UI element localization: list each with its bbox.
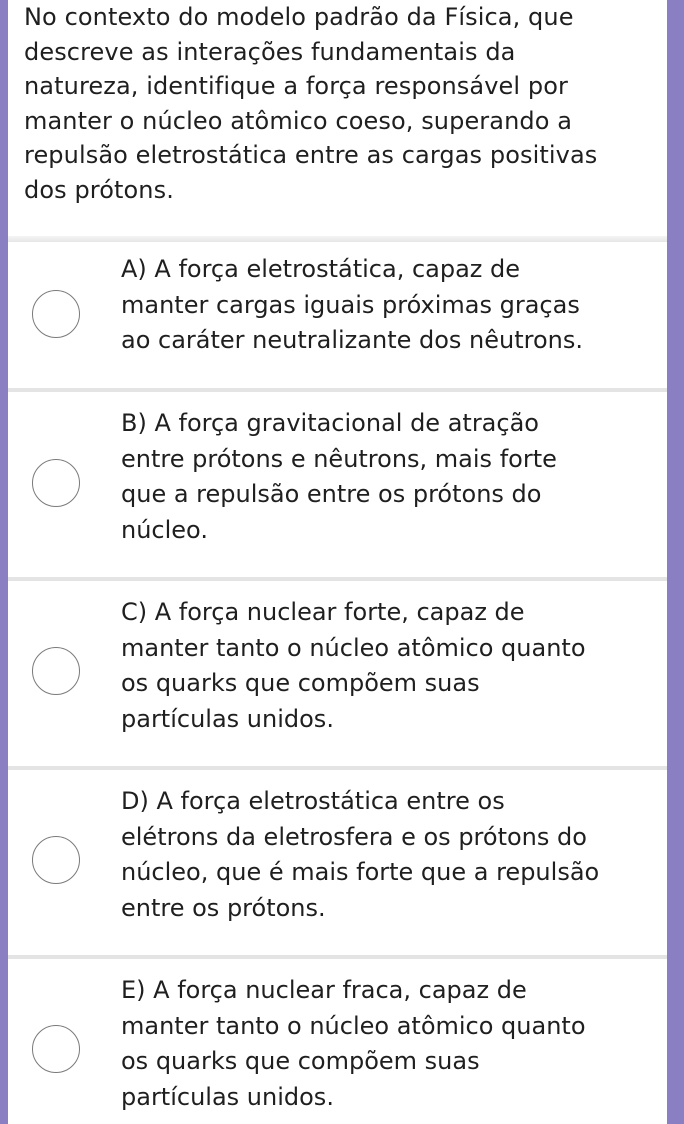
option-line: partículas unidos.: [121, 1082, 334, 1111]
option-divider: [8, 766, 667, 770]
option-line: elétrons da eletrosfera e os prótons do: [121, 822, 587, 851]
question-line: repulsão eletrostática entre as cargas positivas: [24, 141, 598, 169]
option-d-radio[interactable]: [32, 836, 80, 884]
option-d-text[interactable]: [121, 784, 661, 926]
option-line: A) A força eletrostática, capaz de: [121, 255, 521, 283]
question-line: natureza, identifique a força responsável por: [24, 72, 568, 100]
option-divider: [8, 388, 667, 392]
option-line: que a repulsão entre os prótons do: [121, 480, 542, 508]
option-line: os quarks que compõem suas: [121, 669, 480, 697]
option-a-radio[interactable]: [32, 290, 80, 338]
question-line: manter o núcleo atômico coeso, superando a: [24, 106, 573, 135]
option-line: manter tanto o núcleo atômico quanto: [121, 633, 586, 662]
option-b-text[interactable]: [121, 406, 661, 548]
option-b-radio[interactable]: [32, 459, 80, 507]
question-text: [24, 0, 664, 207]
option-divider: [8, 955, 667, 959]
question-line: No contexto do modelo padrão da Física, que: [24, 3, 574, 31]
option-line: núcleo, que é mais forte que a repulsão: [121, 858, 600, 886]
option-line: núcleo.: [121, 515, 208, 544]
option-line: C) A força nuclear forte, capaz de: [121, 598, 525, 626]
option-line: D) A força eletrostática entre os: [121, 787, 505, 815]
option-line: manter cargas iguais próximas graças: [121, 290, 580, 319]
option-line: entre prótons e nêutrons, mais forte: [121, 444, 557, 473]
question-line: dos prótons.: [24, 175, 174, 204]
option-line: B) A força gravitacional de atração: [121, 409, 539, 437]
option-line: manter tanto o núcleo atômico quanto: [121, 1011, 586, 1040]
option-c-radio[interactable]: [32, 647, 80, 695]
option-divider: [8, 577, 667, 581]
option-line: entre os prótons.: [121, 893, 326, 922]
option-line: os quarks que compõem suas: [121, 1047, 480, 1075]
option-a-text[interactable]: [121, 252, 661, 359]
option-e-radio[interactable]: [32, 1025, 80, 1073]
question-divider: [8, 236, 667, 242]
option-line: partículas unidos.: [121, 704, 334, 733]
option-line: E) A força nuclear fraca, capaz de: [121, 976, 527, 1004]
option-e-text[interactable]: [121, 973, 661, 1115]
option-c-text[interactable]: [121, 595, 661, 737]
question-line: descreve as interações fundamentais da: [24, 37, 516, 66]
option-line: ao caráter neutralizante dos nêutrons.: [121, 326, 584, 354]
quiz-card: [8, 0, 667, 1124]
